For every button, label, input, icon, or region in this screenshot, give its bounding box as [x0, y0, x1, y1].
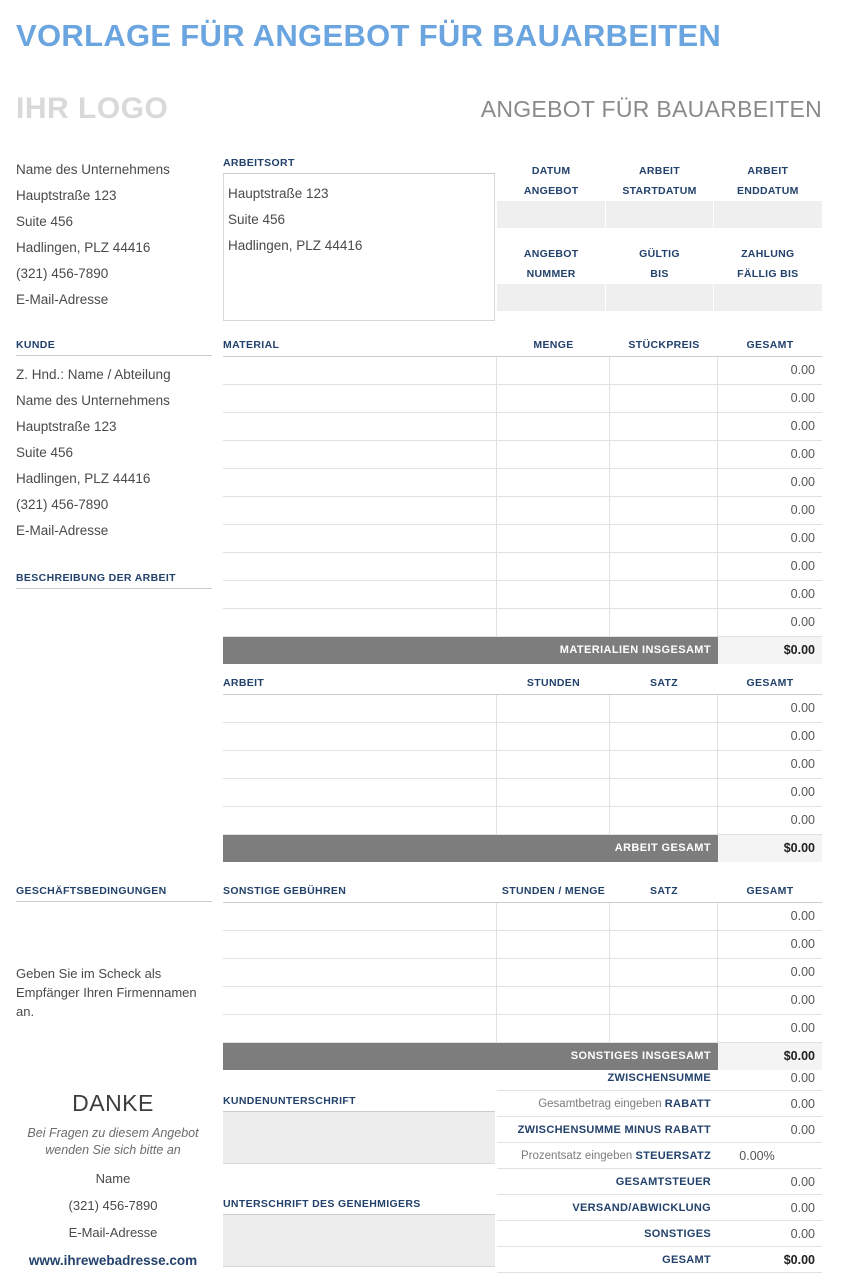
- table-row: [223, 695, 822, 723]
- cell-total: 0.00: [790, 701, 815, 715]
- materials-total-row: [223, 637, 822, 664]
- customer-signature-field[interactable]: [223, 1112, 495, 1164]
- cell-rate[interactable]: [610, 469, 718, 496]
- cell-quantity[interactable]: [497, 779, 610, 806]
- customer-signature-heading: KUNDENUNTERSCHRIFT: [223, 1095, 495, 1112]
- cell-total: 0.00: [790, 785, 815, 799]
- cell-quantity[interactable]: [497, 695, 610, 722]
- company-address-line: (321) 456-7890: [16, 266, 109, 281]
- cell-total: 0.00: [790, 363, 815, 377]
- materials-total-value: $0.00: [718, 637, 822, 664]
- cell-description[interactable]: [223, 751, 497, 778]
- column-header-rate: SATZ: [649, 677, 679, 689]
- cell-total: 0.00: [790, 615, 815, 629]
- labor-table-body: [223, 695, 822, 835]
- cell-total: 0.00: [790, 419, 815, 433]
- table-row: [223, 987, 822, 1015]
- labor-total-value: $0.00: [718, 835, 822, 862]
- cell-quantity[interactable]: [497, 525, 610, 552]
- column-header-quantity: MENGE: [533, 339, 574, 351]
- column-header-rate: SATZ: [649, 885, 679, 897]
- cell-quantity[interactable]: [497, 441, 610, 468]
- cell-rate[interactable]: [610, 931, 718, 958]
- cell-description[interactable]: [223, 581, 497, 608]
- cell-quantity[interactable]: [497, 987, 610, 1014]
- column-header-total: GESAMT: [746, 339, 794, 351]
- summary-row: [497, 1247, 822, 1273]
- customer-address-line: Suite 456: [16, 445, 74, 460]
- cell-total: 0.00: [790, 937, 815, 951]
- cell-total: 0.00: [790, 531, 815, 545]
- other-fees-table: [223, 885, 822, 1070]
- summary-row: [497, 1221, 822, 1247]
- cell-rate[interactable]: [610, 723, 718, 750]
- approver-signature-heading: UNTERSCHRIFT DES GENEHMIGERS: [223, 1198, 495, 1215]
- column-header-hours: STUNDEN: [526, 677, 581, 689]
- cell-total: 0.00: [790, 475, 815, 489]
- summary-value: 0.00: [790, 1201, 815, 1215]
- contact-name: Name: [95, 1171, 131, 1186]
- cell-total: 0.00: [790, 447, 815, 461]
- customer-block: [16, 339, 212, 544]
- cell-total: 0.00: [790, 587, 815, 601]
- cell-total: 0.00: [790, 965, 815, 979]
- work-site-lines[interactable]: [223, 174, 495, 321]
- company-address-line: E-Mail-Adresse: [16, 292, 109, 307]
- customer-address-line: Name des Unternehmens: [16, 393, 170, 408]
- table-row: [223, 497, 822, 525]
- cell-rate[interactable]: [610, 903, 718, 930]
- cell-rate[interactable]: [610, 1015, 718, 1042]
- work-site-line: Hadlingen, PLZ 44416: [228, 238, 363, 253]
- summary-label: [497, 1169, 718, 1194]
- work-site-heading: ARBEITSORT: [223, 157, 495, 174]
- cell-rate[interactable]: [610, 581, 718, 608]
- cell-quantity[interactable]: [497, 959, 610, 986]
- fees-table-body: [223, 903, 822, 1043]
- summary-label-text: STEUERSATZ: [635, 1150, 711, 1162]
- terms-heading: GESCHÄFTSBEDINGUNGEN: [16, 885, 212, 902]
- table-row: [223, 525, 822, 553]
- cell-description[interactable]: [223, 553, 497, 580]
- table-row: [223, 779, 822, 807]
- cell-quantity[interactable]: [497, 1015, 610, 1042]
- company-address-line: Hauptstraße 123: [16, 188, 117, 203]
- contact-website: www.ihrewebadresse.com: [28, 1253, 198, 1268]
- column-header-hours-quantity: STUNDEN / MENGE: [501, 885, 606, 897]
- cell-total: 0.00: [790, 909, 815, 923]
- summary-label: [497, 1221, 718, 1246]
- approver-signature-field[interactable]: [223, 1215, 495, 1267]
- info-input-row-1: [497, 201, 822, 228]
- work-site-block: [223, 157, 495, 321]
- summary-label-text: ZWISCHENSUMME: [607, 1072, 711, 1084]
- summary-label: [497, 1091, 718, 1116]
- cell-description[interactable]: [223, 525, 497, 552]
- cell-description[interactable]: [223, 695, 497, 722]
- summary-row: [497, 1143, 822, 1169]
- contact-email: E-Mail-Adresse: [68, 1225, 158, 1240]
- cell-rate[interactable]: [610, 441, 718, 468]
- cell-rate[interactable]: [610, 525, 718, 552]
- cell-rate[interactable]: [610, 385, 718, 412]
- table-row: [223, 1015, 822, 1043]
- labor-total-row: [223, 835, 822, 862]
- logo-placeholder: IHR LOGO: [16, 92, 169, 125]
- cell-rate[interactable]: [610, 751, 718, 778]
- info-column-header: ANGEBOT NUMMER: [523, 248, 579, 280]
- materials-total-label: MATERIALIEN INSGESAMT: [223, 637, 718, 664]
- cell-total: 0.00: [790, 391, 815, 405]
- column-header-other-fees: SONSTIGE GEBÜHREN: [223, 885, 347, 897]
- document-type-title: ANGEBOT FÜR BAUARBEITEN: [480, 96, 822, 122]
- company-address-line: Name des Unternehmens: [16, 162, 170, 177]
- table-row: [223, 751, 822, 779]
- column-header-material: MATERIAL: [223, 339, 280, 351]
- table-row: [223, 441, 822, 469]
- cell-quantity[interactable]: [497, 413, 610, 440]
- cell-quantity[interactable]: [497, 385, 610, 412]
- table-row: [223, 385, 822, 413]
- info-input-cell[interactable]: [497, 284, 606, 311]
- table-row: [223, 903, 822, 931]
- company-address-line: Suite 456: [16, 214, 74, 229]
- column-header-total: GESAMT: [746, 677, 794, 689]
- summary-value[interactable]: 0.00: [790, 1097, 815, 1111]
- work-site-line: Suite 456: [228, 212, 286, 227]
- cell-total: 0.00: [790, 559, 815, 573]
- company-address-line: Hadlingen, PLZ 44416: [16, 240, 151, 255]
- column-header-total: GESAMT: [746, 885, 794, 897]
- terms-body: Geben Sie im Scheck als Empfänger Ihren Firmennamen an.: [16, 966, 197, 1019]
- cell-total: 0.00: [790, 503, 815, 517]
- summary-value: $0.00: [783, 1253, 815, 1267]
- table-row: [223, 413, 822, 441]
- quote-info-grid: [497, 157, 822, 311]
- info-input-row-2: [497, 284, 822, 311]
- customer-address-line: Z. Hnd.: Name / Abteilung: [16, 367, 171, 382]
- table-row: [223, 553, 822, 581]
- summary-totals: [497, 1065, 822, 1273]
- info-input-cell[interactable]: [714, 201, 822, 228]
- info-input-cell[interactable]: [714, 284, 822, 311]
- cell-description[interactable]: [223, 441, 497, 468]
- work-description-heading: BESCHREIBUNG DER ARBEIT: [16, 572, 212, 589]
- table-row: [223, 723, 822, 751]
- cell-rate[interactable]: [610, 609, 718, 636]
- cell-description[interactable]: [223, 723, 497, 750]
- summary-row: [497, 1195, 822, 1221]
- materials-table-header: [223, 339, 822, 357]
- cell-description[interactable]: [223, 385, 497, 412]
- thank-you-block: [8, 1090, 218, 1268]
- summary-row: [497, 1117, 822, 1143]
- customer-address-line: E-Mail-Adresse: [16, 523, 109, 538]
- table-row: [223, 469, 822, 497]
- table-row: [223, 931, 822, 959]
- summary-hint: Prozentsatz eingeben: [521, 1150, 636, 1162]
- summary-label: [497, 1247, 718, 1272]
- info-input-cell[interactable]: [606, 201, 715, 228]
- cell-description[interactable]: [223, 903, 497, 930]
- materials-table-body: [223, 357, 822, 637]
- table-row: [223, 357, 822, 385]
- cell-quantity[interactable]: [497, 497, 610, 524]
- cell-description[interactable]: [223, 779, 497, 806]
- cell-total: 0.00: [790, 993, 815, 1007]
- table-row: [223, 581, 822, 609]
- summary-row: [497, 1169, 822, 1195]
- summary-value: 0.00: [790, 1123, 815, 1137]
- cell-rate[interactable]: [610, 987, 718, 1014]
- customer-address-line: Hadlingen, PLZ 44416: [16, 471, 151, 486]
- cell-rate[interactable]: [610, 497, 718, 524]
- page-title: VORLAGE FÜR ANGEBOT FÜR BAUARBEITEN: [16, 18, 722, 53]
- cell-total: 0.00: [790, 813, 815, 827]
- info-column-header: ARBEIT STARTDATUM: [622, 165, 697, 197]
- thank-you-title: DANKE: [72, 1090, 154, 1116]
- summary-row: [497, 1065, 822, 1091]
- cell-description[interactable]: [223, 807, 497, 834]
- customer-address-line: Hauptstraße 123: [16, 419, 117, 434]
- table-row: [223, 609, 822, 637]
- cell-description[interactable]: [223, 497, 497, 524]
- cell-description[interactable]: [223, 1015, 497, 1042]
- cell-quantity[interactable]: [497, 903, 610, 930]
- column-header-unit-price: STÜCKPREIS: [628, 339, 700, 351]
- summary-label-text: VERSAND/ABWICKLUNG: [572, 1202, 711, 1214]
- cell-description[interactable]: [223, 987, 497, 1014]
- summary-label-text: GESAMT: [662, 1254, 711, 1266]
- cell-quantity[interactable]: [497, 931, 610, 958]
- summary-label: [497, 1065, 718, 1090]
- summary-value: 0.00: [790, 1071, 815, 1085]
- cell-quantity[interactable]: [497, 469, 610, 496]
- table-row: [223, 959, 822, 987]
- cell-total: 0.00: [790, 729, 815, 743]
- cell-description[interactable]: [223, 609, 497, 636]
- info-header-row-1: [497, 157, 822, 201]
- cell-quantity[interactable]: [497, 609, 610, 636]
- cell-description[interactable]: [223, 357, 497, 384]
- info-input-cell[interactable]: [606, 284, 715, 311]
- terms-block[interactable]: [16, 885, 212, 1021]
- customer-signature-block: [223, 1095, 495, 1164]
- fees-total-label: SONSTIGES INSGESAMT: [223, 1043, 718, 1070]
- cell-total: 0.00: [790, 757, 815, 771]
- cell-quantity[interactable]: [497, 807, 610, 834]
- cell-description[interactable]: [223, 959, 497, 986]
- cell-total: 0.00: [790, 1021, 815, 1035]
- summary-label-text: SONSTIGES: [644, 1228, 711, 1240]
- summary-label-text: ZWISCHENSUMME MINUS RABATT: [517, 1124, 711, 1136]
- customer-heading: KUNDE: [16, 339, 212, 356]
- summary-label: [497, 1117, 718, 1142]
- summary-label: [497, 1195, 718, 1220]
- info-header-row-2: [497, 240, 822, 284]
- cell-description[interactable]: [223, 413, 497, 440]
- work-site-line: Hauptstraße 123: [228, 186, 329, 201]
- info-column-header: ZAHLUNG FÄLLIG BIS: [737, 248, 799, 280]
- cell-quantity[interactable]: [497, 553, 610, 580]
- customer-address-line: (321) 456-7890: [16, 497, 109, 512]
- summary-value: 0.00: [790, 1175, 815, 1189]
- cell-rate[interactable]: [610, 357, 718, 384]
- cell-quantity[interactable]: [497, 357, 610, 384]
- summary-value: 0.00: [790, 1227, 815, 1241]
- info-input-cell[interactable]: [497, 201, 606, 228]
- summary-hint: Gesamtbetrag eingeben: [538, 1098, 665, 1110]
- cell-description[interactable]: [223, 469, 497, 496]
- info-column-header: GÜLTIG BIS: [639, 248, 680, 280]
- thank-you-subtitle: Bei Fragen zu diesem Angebot wenden Sie sich bitte an: [27, 1126, 199, 1157]
- fees-total-value: $0.00: [718, 1043, 822, 1070]
- cell-quantity[interactable]: [497, 751, 610, 778]
- cell-quantity[interactable]: [497, 723, 610, 750]
- labor-table: [223, 677, 822, 862]
- cell-quantity[interactable]: [497, 581, 610, 608]
- summary-label-text: RABATT: [664, 1098, 711, 1110]
- cell-rate[interactable]: [610, 695, 718, 722]
- summary-label: [497, 1143, 718, 1168]
- table-row: [223, 807, 822, 835]
- column-header-labor: ARBEIT: [223, 677, 265, 689]
- info-column-header: ARBEIT ENDDATUM: [736, 165, 799, 197]
- company-address-block: [16, 157, 212, 313]
- summary-row: [497, 1091, 822, 1117]
- labor-total-label: ARBEIT GESAMT: [223, 835, 718, 862]
- cell-rate[interactable]: [610, 779, 718, 806]
- info-grid-spacer: [497, 228, 822, 240]
- approver-signature-block: [223, 1198, 495, 1267]
- cell-rate[interactable]: [610, 553, 718, 580]
- fees-table-header: [223, 885, 822, 903]
- labor-table-header: [223, 677, 822, 695]
- contact-phone: (321) 456-7890: [68, 1198, 158, 1213]
- summary-value[interactable]: 0.00%: [739, 1149, 775, 1163]
- cell-rate[interactable]: [610, 807, 718, 834]
- cell-description[interactable]: [223, 931, 497, 958]
- work-description-block[interactable]: [16, 572, 212, 589]
- info-column-header: DATUM ANGEBOT: [523, 165, 579, 197]
- materials-table: [223, 339, 822, 664]
- cell-rate[interactable]: [610, 413, 718, 440]
- summary-label-text: GESAMTSTEUER: [615, 1176, 711, 1188]
- cell-rate[interactable]: [610, 959, 718, 986]
